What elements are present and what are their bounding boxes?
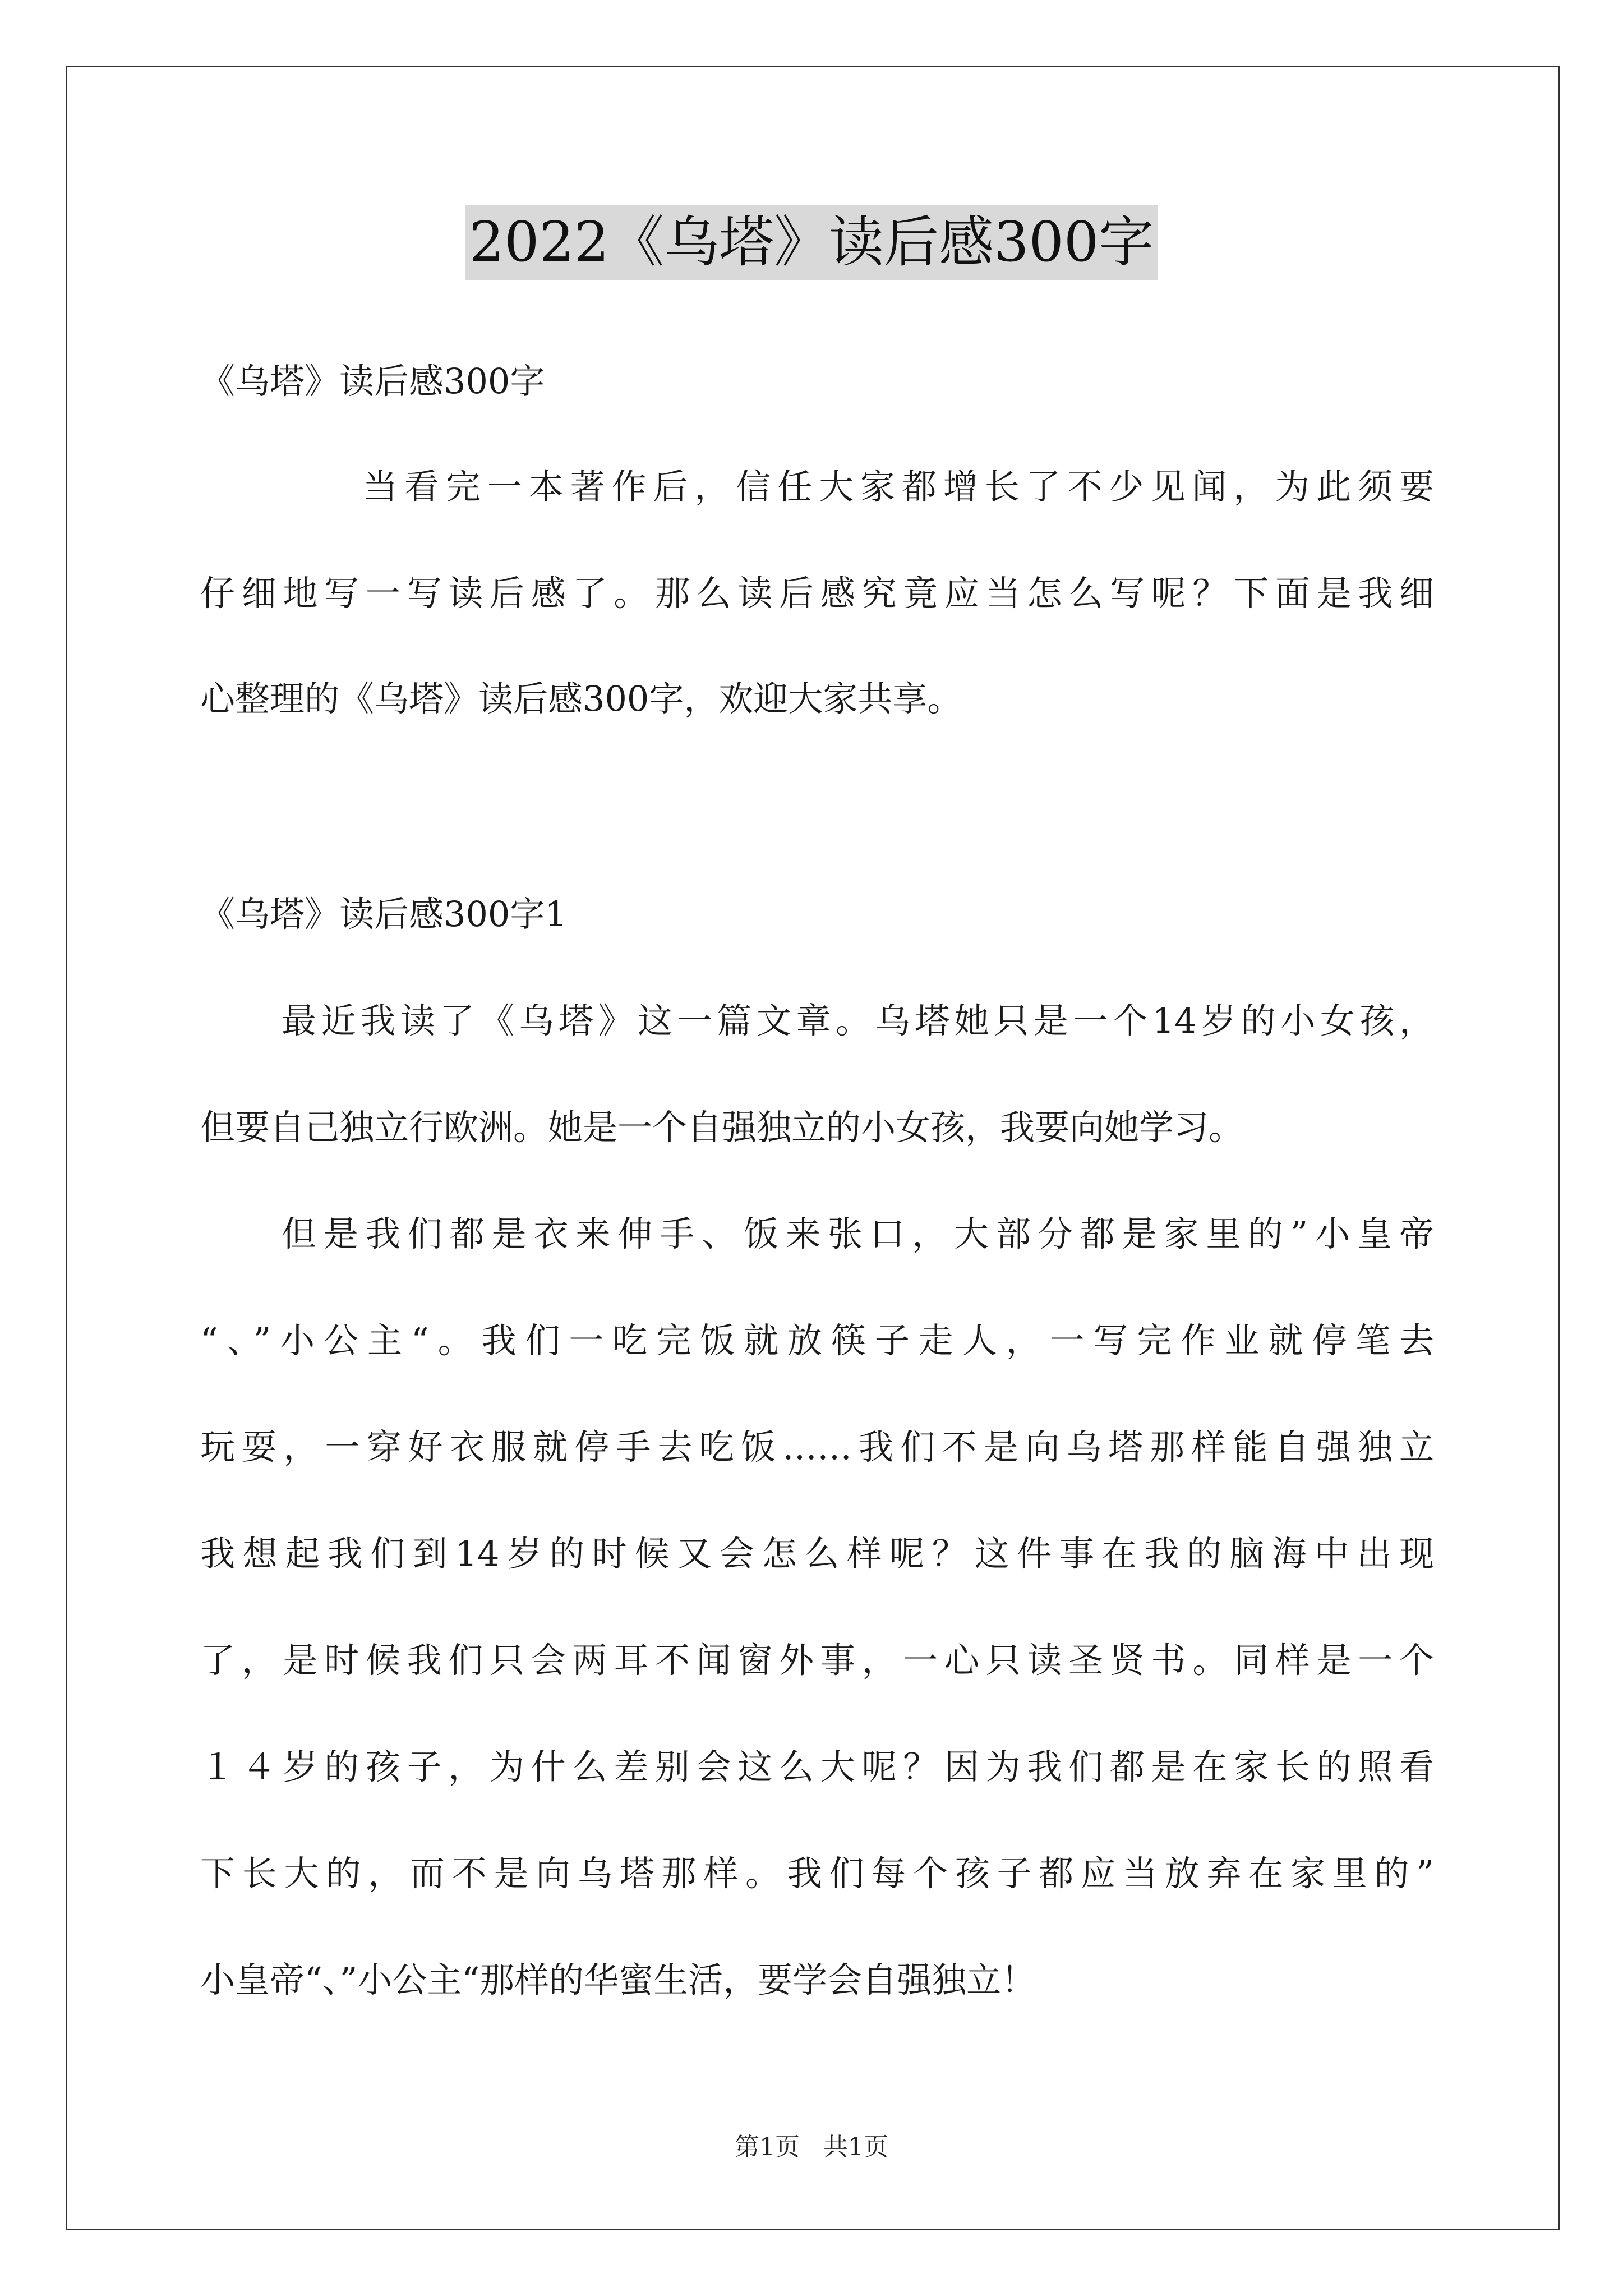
body-line: 我想起我们到14岁的时候又会怎么样呢？这件事在我的脑海中出现 (200, 1533, 1434, 1574)
document-title: 2022《乌塔》读后感300字 (465, 205, 1158, 280)
body-line: “、”小公主“。我们一吃完饭就放筷子走人，一写完作业就停笔去 (200, 1320, 1434, 1361)
body-paragraph-2 (200, 1206, 1434, 2058)
intro-line: 当看完一本著作后，信任大家都增长了不少见闻，为此须要 (363, 466, 1434, 507)
body-line: 但是我们都是衣来伸手、饭来张口，大部分都是家里的”小皇帝 (282, 1213, 1434, 1254)
body-line: 但要自己独立行欧洲。她是一个自强独立的小女孩，我要向她学习。 (200, 1107, 1244, 1148)
intro-line: 心整理的《乌塔》读后感300字，欢迎大家共享。 (200, 678, 962, 719)
section-heading-block (200, 886, 1434, 942)
body-line: 玩耍，一穿好衣服就停手去吃饭……我们不是向乌塔那样能自强独立 (200, 1427, 1434, 1467)
intro-paragraph (200, 459, 1434, 776)
body-paragraph-1 (200, 993, 1434, 1205)
title-container (0, 205, 1623, 280)
body-line: 了，是时候我们只会两耳不闻窗外事，一心只读圣贤书。同样是一个 (200, 1640, 1434, 1681)
body-line: 小皇帝“、”小公主“那样的华蜜生活，要学会自强独立！ (200, 1959, 1036, 2000)
document-subtitle: 《乌塔》读后感300字 (200, 361, 545, 402)
body-line: 最近我读了《乌塔》这一篇文章。乌塔她只是一个14岁的小女孩， (282, 1000, 1434, 1041)
page-number-current: 第1页 (735, 2133, 800, 2161)
body-line: 下长大的，而不是向乌塔那样。我们每个孩子都应当放弃在家里的” (200, 1853, 1434, 1894)
body-line: １４岁的孩子，为什么差别会这么大呢？因为我们都是在家长的照看 (200, 1746, 1434, 1787)
page-footer (0, 2131, 1623, 2164)
subtitle-block (200, 353, 1434, 409)
page-number-total: 共1页 (823, 2133, 888, 2161)
intro-line: 仔细地写一写读后感了。那么读后感究竟应当怎么写呢？下面是我细 (200, 573, 1434, 614)
section-heading: 《乌塔》读后感300字1 (200, 894, 567, 935)
